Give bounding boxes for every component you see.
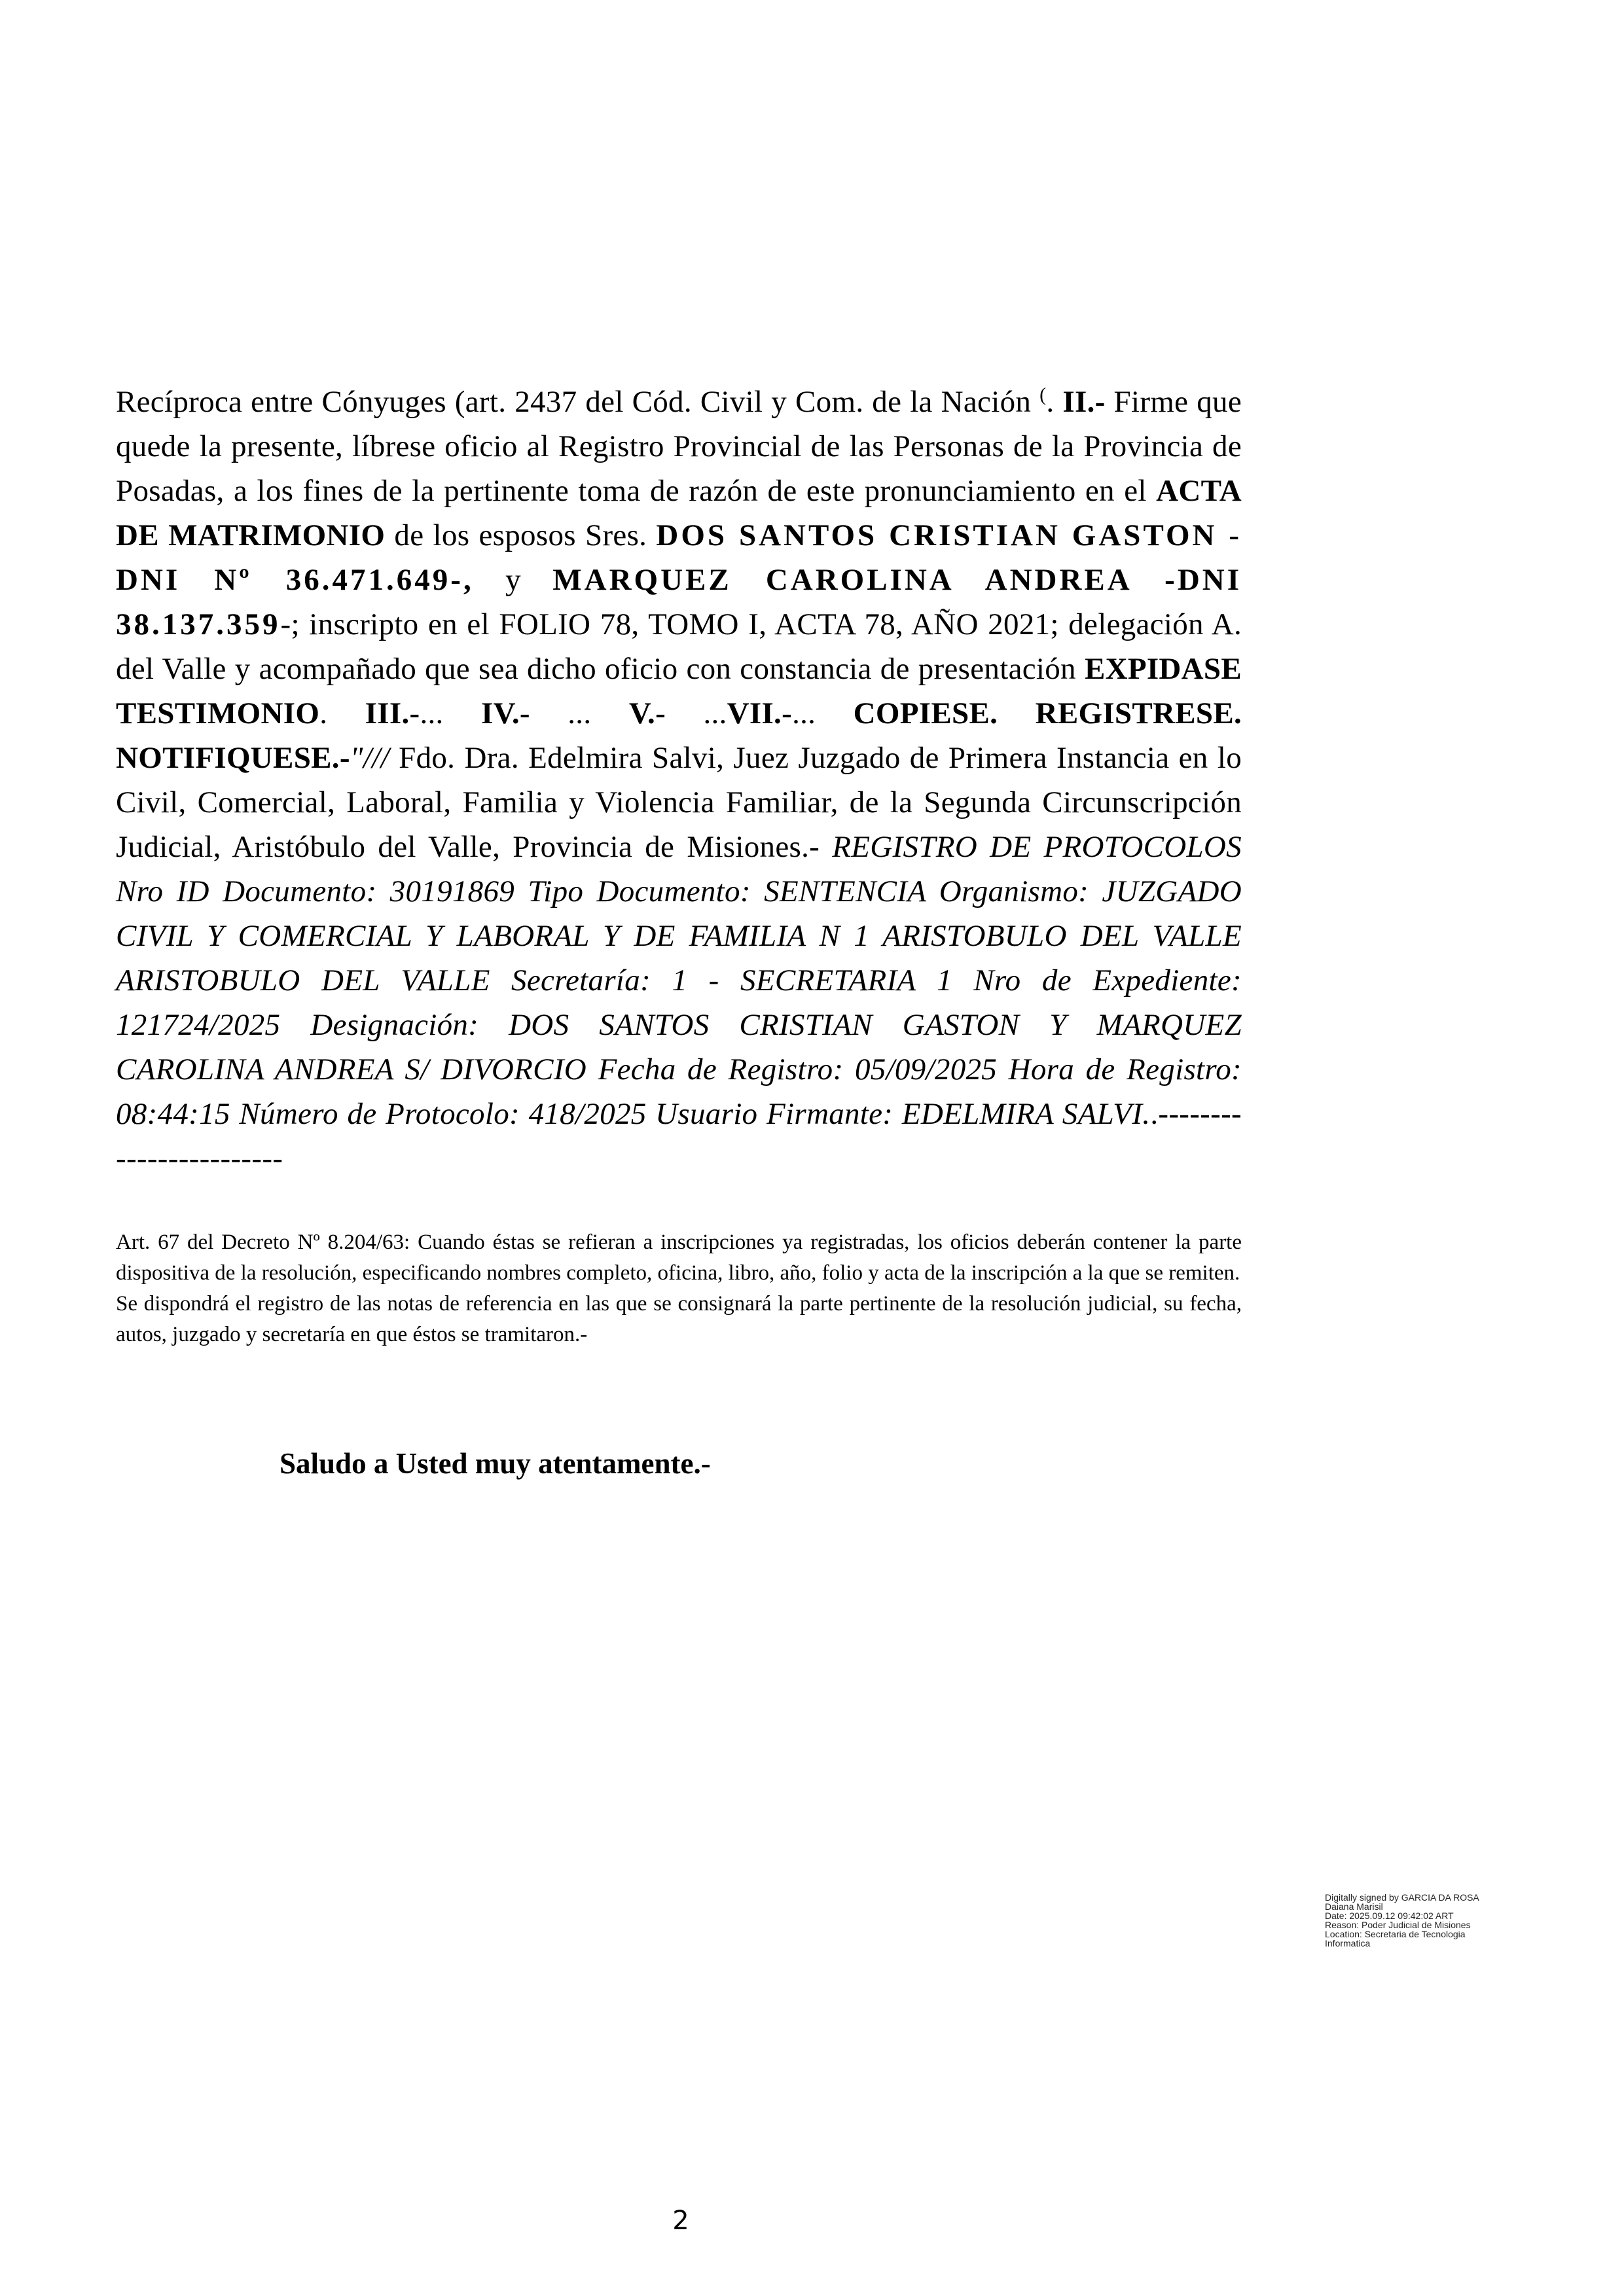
quote-mark: "/// (350, 741, 389, 775)
signature-line: Informatica (1325, 1938, 1371, 1948)
protocol-registry: REGISTRO DE PROTOCOLOS Nro ID Documento: 30191869 Tipo Documento: SENTENCIA Organismo: JUZGADO CIVIL Y COMERCIAL Y LABORAL Y DE FAMILIA N 1 ARISTOBULO DEL VALLE ARISTOBULO DEL VALLE Secretaría: 1 - SECRETARIA 1 Nro de Expediente: 121724/2025 Designación: DOS SANTOS CRISTIAN GASTON Y MARQUEZ CAROLINA ANDREA S/ DIVORCIO Fecha de Registro: 05/09/2025 Hora de Registro: 08:44:15 Número de Protocolo: 418/2025 Usuario Firmante: EDELMIRA SALVI. (116, 830, 1242, 1131)
body-text: .------------------------ (116, 1097, 1242, 1175)
section-numeral: VII.- (727, 696, 793, 730)
body-text: . (1046, 385, 1055, 419)
body-text: Fdo. Dra. Edelmira Salvi, Juez Juzgado de Primera Instancia en lo Civil, Comercial, Laboral, Familia y Violencia Familiar, de la Segunda Circunscripción Judicial, Aristóbulo del Valle, Provincia de Misiones.- (116, 741, 1242, 864)
signature-line: Reason: Poder Judicial de Misiones (1325, 1920, 1471, 1930)
digital-signature (1325, 1893, 1547, 1948)
spouse-2-name: MARQUEZ CAROLINA ANDREA -DNI 38.137.359 (116, 563, 1242, 641)
signature-line: Location: Secretaria de Tecnologia (1325, 1929, 1466, 1939)
body-text: y (473, 563, 553, 597)
sentence-body (116, 380, 1242, 1181)
expidase-label: EXPIDASE TESTIMONIO (116, 652, 1242, 730)
page-number: 2 (672, 2206, 689, 2236)
closing-salutation: Saludo a Usted muy atentamente.- (280, 1447, 711, 1480)
section-numeral: V.- (628, 696, 666, 730)
copiese-label: COPIESE. REGISTRESE. NOTIFIQUESE.- (116, 696, 1242, 775)
signature-line: Daiana Marisil (1325, 1901, 1383, 1912)
signature-line: Date: 2025.09.12 09:42:02 ART (1325, 1910, 1454, 1921)
decree-note-paragraph: Se dispondrá el registro de las notas de referencia en las que se consignará la parte pertinente de la resolución judicial, su fecha, autos, juzgado y secretaría en que éstos se tramitaron.- (116, 1292, 1242, 1346)
footnote-mark: ( (1039, 384, 1047, 406)
section-numeral: III.- (365, 696, 420, 730)
signature-line: Digitally signed by GARCIA DA ROSA (1325, 1892, 1479, 1903)
body-text: ... (530, 696, 629, 730)
decree-note-paragraph: Art. 67 del Decreto Nº 8.204/63: Cuando éstas se refieran a inscripciones ya registradas, los oficios deberán contener la parte dispositiva de la resolución, especificando nombres completo, oficina, libro, año, folio y acta de la inscripción a la que se remiten. (116, 1230, 1242, 1285)
body-text: ... (792, 696, 854, 730)
body-text: Recíproca entre Cónyuges (art. 2437 del Cód. Civil y Com. de la Nación (116, 385, 1032, 419)
section-numeral: IV.- (481, 696, 530, 730)
acta-label: ACTA DE MATRIMONIO (116, 474, 1242, 552)
body-text: de los esposos Sres. (385, 518, 657, 552)
body-text: . (319, 696, 365, 730)
spouse-1-name: DOS SANTOS CRISTIAN GASTON - DNI Nº 36.471.649-, (116, 518, 1242, 597)
decree-note (116, 1227, 1242, 1350)
section-numeral: II.- (1054, 385, 1106, 419)
body-text: Firme que quede la presente, líbrese oficio al Registro Provincial de las Personas de la Provincia de Posadas, a los fines de la pertinente toma de razón de este pronunciamiento en el (116, 385, 1242, 508)
body-text: -; inscripto en el FOLIO 78, TOMO I, ACTA 78, AÑO 2021; delegación A. del Valle y acompañado que sea dicho oficio con constancia de presentación (116, 607, 1242, 686)
body-text: ... (666, 696, 727, 730)
body-text: ... (420, 696, 482, 730)
